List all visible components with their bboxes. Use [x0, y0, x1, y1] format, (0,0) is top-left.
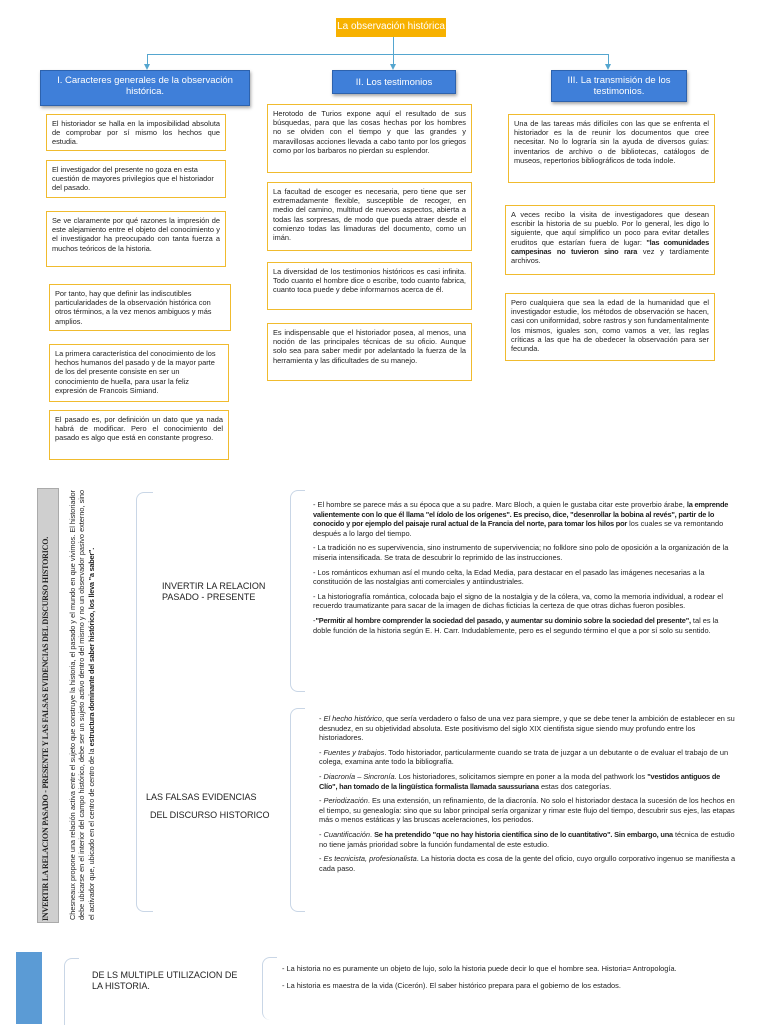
section1-brace	[290, 490, 305, 692]
card-col2-3: La diversidad de los testimonios históricos es casi infinita. Todo cuanto el hombre dice o escribe, todo cuanto fabrica, cuanto toca puede y debe informarnos acerca de él.	[267, 262, 472, 310]
connector-stem	[393, 37, 394, 55]
vertical-heading: INVERTIR LA RELACION PASADO - PRESENTE Y LAS FALSAS EVIDENCIAS DEL DISCURSO HISTORICO.	[41, 536, 50, 921]
card-col1-1: El historiador se halla en la imposibilidad absoluta de comprobar por sí mismo los hechos que estudia.	[46, 114, 226, 151]
card-col2-2: La facultad de escoger es necesaria, pero tiene que ser extremadamente flexible, susceptible de recoger, en medio del camino, multitud de nuevos aspectos, abierta a todas las sorpresas, de modo que pueda atraer desde el comienzo todas las limaduras del documento, como un imán.	[267, 182, 472, 251]
section1-item-2: - La tradición no es supervivencia, sino instrumento de supervivencia; no folklore sino polo de oposición a la organización de la miseria intensificada. Se trata de descubrir lo reprimido de las instrucciones.	[313, 543, 729, 562]
vertical-body-text: Chesneaux propone una relación activa entre el sujeto que construye la historia, el pasado y el mundo en que vivimos. El historiador debe ubicarse en el interior del campo histórico, debe ser un sujeto activo dentro del mismo y no un observador pasivo externo, sino el activador que, ubicado en el centro de centro de la	[68, 490, 96, 920]
card-col1-6: El pasado es, por definición un dato que ya nada habrá de modificar. Pero el conocimiento del pasado es algo que está en constante progreso.	[49, 410, 229, 460]
card-col3-2-text: A veces recibo la visita de investigadores que desean escribir la historia de su pueblo. Por lo general, les digo lo siguiente, que aquí simplifico un poco para evitar detalles eruditos que estarían fuera de lugar:	[511, 210, 709, 247]
category-transmision: III. La transmisión de los testimonios.	[551, 70, 687, 102]
section2-item-5: - Cuantificación. Se ha pretendido "que no hay historia científica sino de lo cuantitativo". Sin embargo, una técnica de estudio no tiene jamás prioridad sobre la función fundamental de este estudio.	[319, 829, 735, 849]
section2-items	[319, 714, 737, 873]
vertical-body-bold: estructura dominante del saber histórico, los lleva "a saber".	[86, 547, 96, 747]
card-col1-5: La primera característica del conocimiento de los hechos humanos del pasado y de la mayor parte de los del presente consiste en ser un conocimiento de huella, para usar la feliz expresión de Francois Simiand.	[49, 344, 229, 402]
card-col3-2-end: vez y tardíamente archivos.	[511, 246, 709, 266]
vertical-body	[68, 490, 96, 920]
vertical-body-wrap	[68, 488, 128, 923]
section-brace-outer	[136, 492, 153, 912]
section1-items	[313, 500, 735, 635]
section1-item-3: - Los románticos exhuman así el mundo celta, la Edad Media, para destacar en el pasado las imágenes necesarias a la constitución de las nostalgias anti comerciales y antiindustriales.	[313, 567, 705, 587]
section1-label: INVERTIR LA RELACION PASADO - PRESENTE	[162, 581, 266, 602]
card-col1-4: Por tanto, hay que definir las indiscutibles particularidades de la observación histórica con otros términos, a la vez menos ambiguos y más amplios.	[49, 284, 231, 331]
card-col2-4: Es indispensable que el historiador posea, al menos, una noción de las principales técnicas de su oficio. Aunque solo sea para saber medir por adelantado la fuerza de la herramienta y las dificultades de su manejo.	[267, 323, 472, 381]
section2-item-6: - Es tecnicista, profesionalista. La historia docta es cosa de la gente del oficio, cuyo orgullo corporativo ingenuo se manifiesta a cada paso.	[319, 854, 736, 873]
section1-item-1: - El hombre se parece más a su época que a su padre. Marc Bloch, a quien le gustaba citar este proverbio árabe, la emprende valientemente con lo que él llama "el ídolo de los orígenes". Es preciso, dice, "desenrollar la bobina al revés", partir de lo conocido y por ejemplo del paisaje rural actual de la Francia del norte, para tomar los hilos por los cuales se va remontando después a lo largo del tiempo.	[313, 500, 729, 538]
section3-item-1: - La historia no es puramente un objeto de lujo, solo la historia puede decir lo que el hombre sea. Historia= Antropología.	[282, 964, 677, 973]
section1-item-5: -"Permitir al hombre comprender la sociedad del pasado, y aumentar su dominio sobre la sociedad del presente", tal es la doble función de la historia según E. H. Carr. Indudablemente, pero es el segundo término el que a por sí solo su sentido.	[313, 615, 719, 635]
category-testimonios: II. Los testimonios	[332, 70, 456, 94]
card-col1-2: El investigador del presente no goza en esta cuestión de mayores privilegios que el historiador del pasado.	[46, 160, 226, 198]
section1-item-4: - La historiografía romántica, colocada bajo el signo de la nostalgia y de la cólera, va, como la memoria individual, a rodear el recuerdo traumatizante para sacar de la imagen de dichas ficticias la certeza de que otras dichas fueron posibles.	[313, 591, 723, 611]
section3-inner-brace	[262, 957, 277, 1020]
card-col3-2	[505, 205, 715, 275]
section3-label: DE LS MULTIPLE UTILIZACION DE LA HISTORIA.	[92, 970, 238, 991]
section3-items	[282, 964, 712, 990]
section3-brace	[64, 958, 79, 1025]
section2-label-2: DEL DISCURSO HISTORICO	[150, 810, 270, 820]
card-col3-1: Una de las tareas más difíciles con las que se enfrenta el historiador es la de reunir los documentos que cree necesitar. No lo lograría sin la ayuda de diversos guías: inventarios de archivo o de bibliotecas, catálogos de museos, repertorios bibliográficos de toda índole.	[508, 114, 715, 183]
section2-item-1: - El hecho histórico, que sería verdadero o falso de una vez para siempre, y que se debe tener la ambición de establecer en su desnudez, en su objetividad absoluta. Este positivismo del siglo XIX cientifista sigue siendo muy profundo entre los historiadores.	[319, 714, 735, 743]
section2-item-3: - Diacronía – Sincronía. Los historiadores, solicitamos siempre en poner a la moda del pathwork los "vestidos antiguos de Clío", han tomado de la lingüística formalista llamada saussuriana estas dos categorías.	[319, 771, 721, 791]
card-col2-1: Herotodo de Turios expone aquí el resultado de sus búsquedas, para que las cosas hechas por los hombres no se olviden con el tiempo y que las grandes y maravillosas acciones llevada a cabo tanto por los griegos como por los barbaros no pierdan su esplendor.	[267, 104, 472, 173]
card-col1-3: Se ve claramente por qué razones la impresión de este alejamiento entre el objeto del conocimiento y el investigador ha preocupado con tanta fuerza a muchos teóricos de la historia.	[46, 211, 226, 267]
category-caracteres: I. Caracteres generales de la observación histórica.	[40, 70, 250, 106]
card-col3-3: Pero cualquiera que sea la edad de la humanidad que el investigador estudie, los métodos de observación se hacen, casi con uniformidad, sobre rastros y son fundamentalmente los mismos, iguales son, como vamos a ver, las reglas críticas a las que ha de obedecer la observación para ser fecunda.	[505, 293, 715, 361]
vertical-heading-panel	[37, 488, 59, 923]
section2-brace	[290, 708, 305, 912]
section2-item-4: - Periodización. Es una extensión, un refinamiento, de la diacronía. No solo el historiador destaca la sucesión de los hechos en el tiempo, su genealogía: sino que su labor principal sería organizar y rimar este flujo del tiempo, descubrir sus ejes, las etapas más o menos estáticas y las bruscas aceleraciones, los periodos.	[319, 796, 735, 825]
card-col3-2-quote: "las comunidades campesinas no tuvieron sino rara	[511, 237, 709, 256]
section3-item-2: - La historia es maestra de la vida (Cicerón). El saber histórico prepara para el gobierno de los estados.	[282, 980, 621, 990]
connector-horizontal	[147, 54, 609, 55]
side-tab	[16, 952, 42, 1024]
section2-label-1: LAS FALSAS EVIDENCIAS	[146, 792, 257, 802]
diagram-title: La observación histórica	[336, 18, 446, 37]
section2-item-2: - Fuentes y trabajos. Todo historiador, particularmente cuando se trata de juzgar a un debutante o de evaluar el trabajo de un colega, examina ante todo la bibliografía.	[319, 747, 729, 767]
